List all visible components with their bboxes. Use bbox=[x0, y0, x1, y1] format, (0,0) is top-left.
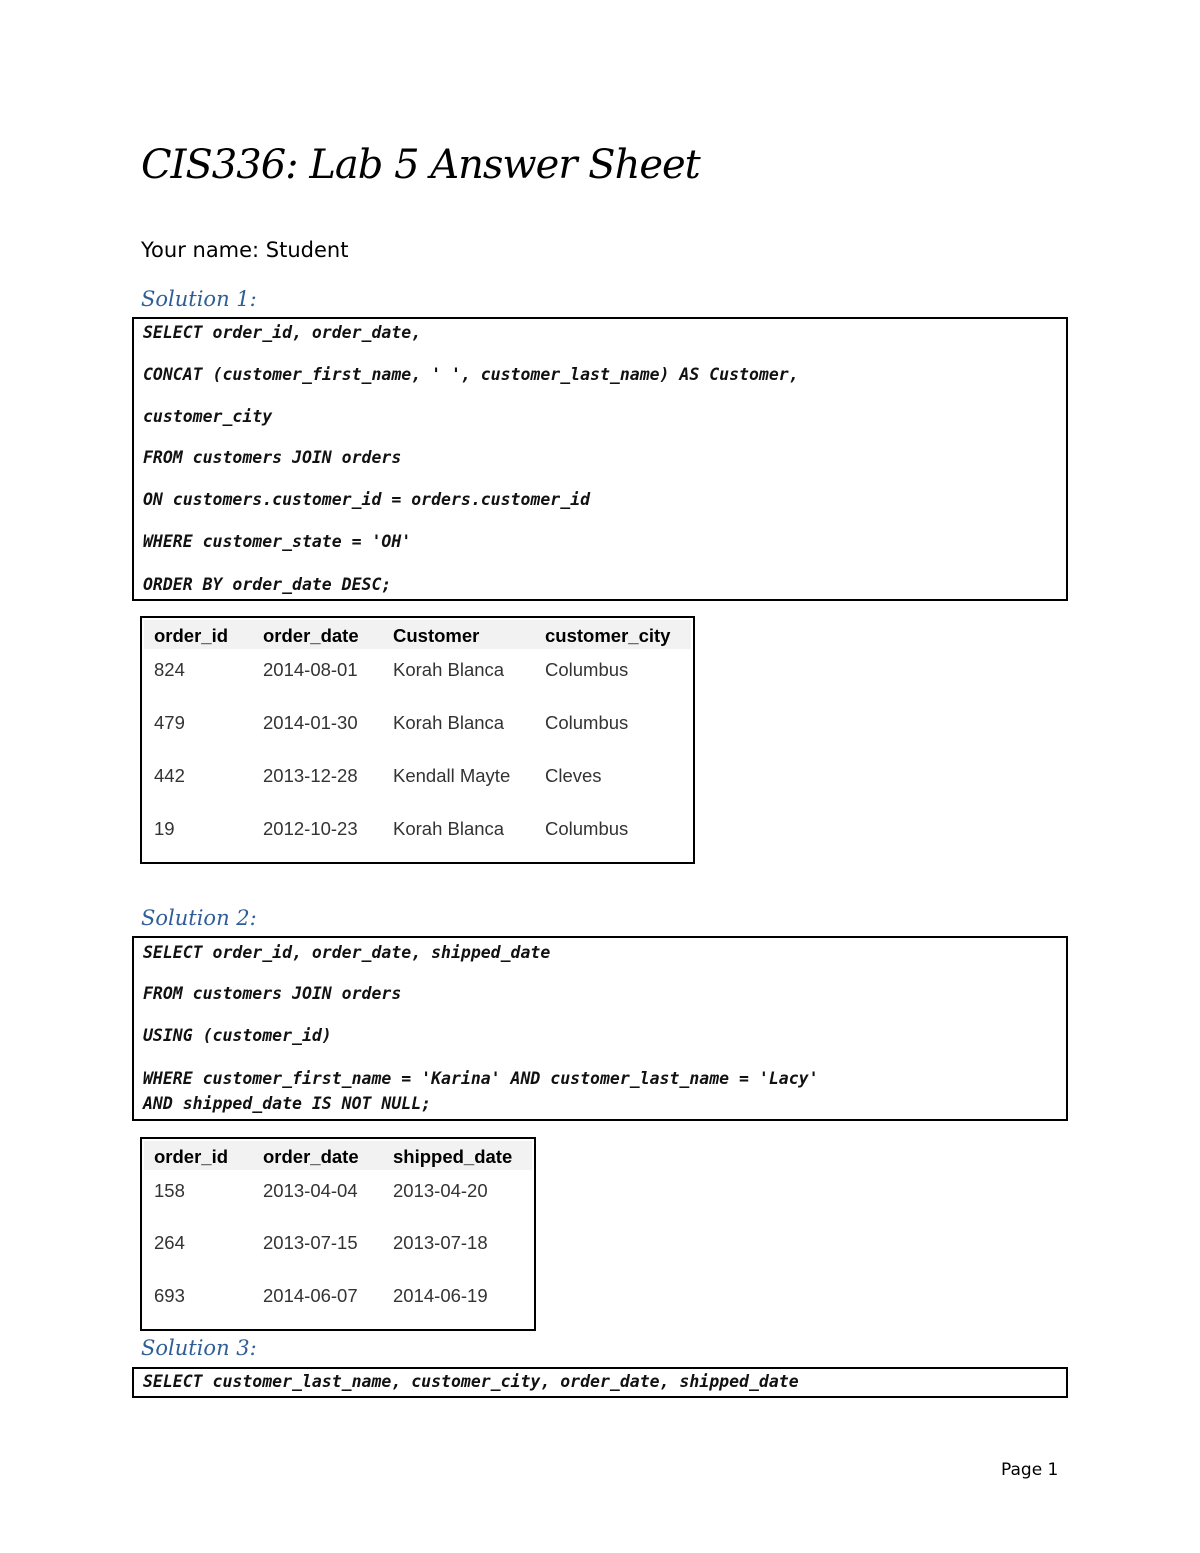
column-header: shipped_date bbox=[393, 1146, 513, 1167]
solution-1-code-box bbox=[132, 317, 1068, 601]
table-cell: 2014-06-19 bbox=[393, 1285, 488, 1306]
solution-2-heading: Solution 2: bbox=[141, 906, 257, 930]
table-cell: 2013-04-20 bbox=[393, 1180, 488, 1201]
code-line: customer_city bbox=[143, 407, 273, 426]
column-header: order_date bbox=[263, 625, 359, 646]
column-header: order_id bbox=[154, 625, 229, 646]
table-cell: 19 bbox=[154, 818, 175, 839]
table-cell: 2014-06-07 bbox=[263, 1285, 358, 1306]
table-cell: 693 bbox=[154, 1285, 185, 1306]
column-header: Customer bbox=[393, 625, 480, 646]
table-cell: Cleves bbox=[545, 765, 602, 786]
code-line: WHERE customer_first_name = 'Karina' AND customer_last_name = 'Lacy' bbox=[143, 1069, 819, 1088]
table-cell: 2014-01-30 bbox=[263, 712, 358, 733]
column-header: customer_city bbox=[545, 625, 671, 646]
table-cell: 264 bbox=[154, 1232, 185, 1253]
code-line: SELECT customer_last_name, customer_city, order_date, shipped_date bbox=[143, 1372, 799, 1391]
table-cell: 2014-08-01 bbox=[263, 659, 358, 680]
solution-2-result-table bbox=[140, 1137, 536, 1331]
column-header: order_id bbox=[154, 1146, 229, 1167]
table-cell: 2012-10-23 bbox=[263, 818, 358, 839]
page-title: CIS336: Lab 5 Answer Sheet bbox=[141, 142, 700, 188]
solution-2-code-box bbox=[132, 936, 1068, 1121]
table-cell: 824 bbox=[154, 659, 185, 680]
solution-1-heading: Solution 1: bbox=[141, 287, 257, 311]
table-cell: 479 bbox=[154, 712, 185, 733]
table-cell: Korah Blanca bbox=[393, 818, 505, 839]
page-number: Page 1 bbox=[1001, 1460, 1059, 1480]
table-cell: 2013-07-18 bbox=[393, 1232, 488, 1253]
table-cell: Korah Blanca bbox=[393, 712, 505, 733]
code-line: WHERE customer_state = 'OH' bbox=[143, 532, 412, 551]
table-cell: Columbus bbox=[545, 659, 629, 680]
code-line: SELECT order_id, order_date, shipped_date bbox=[143, 943, 551, 962]
table-cell: 442 bbox=[154, 765, 185, 786]
solution-1-result-table bbox=[140, 616, 695, 864]
code-line: FROM customers JOIN orders bbox=[143, 984, 402, 1003]
column-header: order_date bbox=[263, 1146, 359, 1167]
code-line: ON customers.customer_id = orders.customer_id bbox=[143, 490, 591, 509]
code-line: ORDER BY order_date DESC; bbox=[143, 575, 392, 594]
table-cell: 2013-12-28 bbox=[263, 765, 358, 786]
code-line: CONCAT (customer_first_name, ' ', customer_last_name) AS Customer, bbox=[143, 365, 799, 384]
code-line: SELECT order_id, order_date, bbox=[143, 323, 422, 342]
table-cell: Columbus bbox=[545, 712, 629, 733]
table-cell: 2013-04-04 bbox=[263, 1180, 358, 1201]
table-cell: Korah Blanca bbox=[393, 659, 505, 680]
student-name-line: Your name: Student bbox=[141, 238, 349, 262]
table-cell: 158 bbox=[154, 1180, 185, 1201]
table-cell: Kendall Mayte bbox=[393, 765, 511, 786]
table-cell: 2013-07-15 bbox=[263, 1232, 358, 1253]
code-line: FROM customers JOIN orders bbox=[143, 448, 402, 467]
code-line: AND shipped_date IS NOT NULL; bbox=[143, 1094, 432, 1113]
solution-3-heading: Solution 3: bbox=[141, 1336, 257, 1360]
solution-3-code-box bbox=[132, 1367, 1068, 1398]
table-cell: Columbus bbox=[545, 818, 629, 839]
code-line: USING (customer_id) bbox=[143, 1026, 332, 1045]
